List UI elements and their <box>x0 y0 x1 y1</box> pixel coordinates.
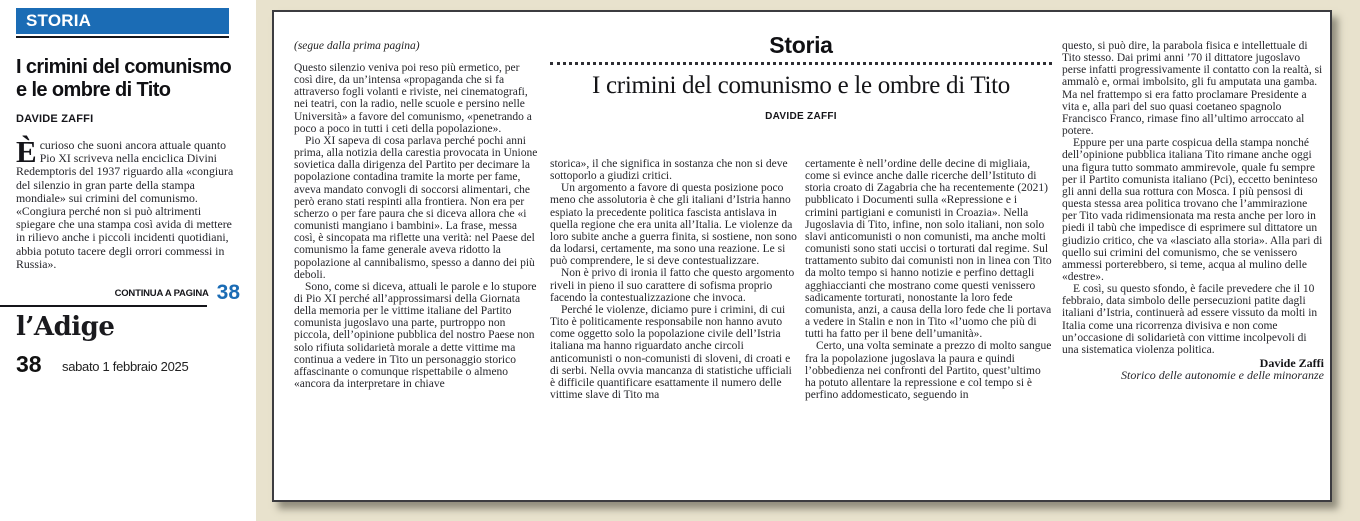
article-column-1 <box>294 62 540 390</box>
masthead-logo: l’Adige <box>16 312 115 342</box>
article-paragraph: storica», il che significa in sostanza che non si deve sottoporlo a giudizi critici. <box>550 158 788 183</box>
continuation-note: (segue dalla prima pagina) <box>294 40 420 52</box>
article-signature-role: Storico delle autonomie e delle minoranze <box>1121 368 1324 383</box>
article-signature <box>1062 357 1324 381</box>
article-signature-name: Davide Zaffi <box>1259 356 1324 371</box>
article-paragraph: Eppure per una parte cospicua della stampa nonché dell’opinione pubblica italiana Tito rimane anche oggi una figura tutto sommato ammirevole, quale fu sempre per il Partito comunista italiano (Pci), eccetto beninteso gli anni della sua rottura con Mosca. I più pensosi di questa stessa area politica trovano che l’ammirazione per Tito vada ridimensionata ma resta anche per loro in piedi il tabù che impedisce di esprimere sul dittatore un giudizio critico, che va «lasciato alla storia». Alla pari di quello sui crimini del comunismo, che se venissero ammessi porterebbero, si teme, acqua al mulino delle «destre». <box>1062 137 1323 283</box>
article-paragraph: Perché le violenze, diciamo pure i crimini, di cui Tito è politicamente responsabile non hanno avuto come oggetto solo la popolazione civile dell’Istria italiana ma hanno riguardato anche circoli anticomunisti o non-comunisti di sloveni, di croati e di serbi. Nella ovvia mancanza di statistiche ufficiali è difficile quantificare esattamente il numero delle vittime slave di Tito ma <box>550 303 792 401</box>
section-banner <box>16 8 229 34</box>
article-headline: I crimini del comunismo e le ombre di Tito <box>592 72 1010 99</box>
article-column-2 <box>550 158 797 401</box>
article-column-3 <box>805 158 1052 401</box>
section-label: STORIA <box>26 11 92 30</box>
article-paragraph: Questo silenzio veniva poi reso più ermetico, per così dire, da un’intensa «propaganda che si fa attraverso fogli volanti e riviste, nei cinematografi, nei teatri, con la radio, nelle scuole e persino nelle Università» a favore del comunismo, «penetrando a poco a poco in tutti i ceti della popolazione». <box>294 62 532 135</box>
sidebar-article-teaser <box>16 134 234 271</box>
sidebar-article-title-line1: I crimini del comunismo <box>16 56 232 78</box>
article-column-4 <box>1062 40 1324 381</box>
article-paragraph: Sono, come si diceva, attuali le parole e lo stupore di Pio XI perché all’approssimarsi della Giornata della memoria per le vittime italiane del Partito comunista jugoslavo una parte, purtroppo non piccola, dell’opinione pubblica del nostro Paese non solo rifiuta solidarietà morale a dette vittime ma continua a vedere in Tito un personaggio storico affascinante o comunque rispettabile o almeno «ancora da interpretare in chiave <box>294 280 537 391</box>
drop-cap: È <box>16 134 37 169</box>
article-paragraph: E così, su questo sfondo, è facile prevedere che il 10 febbraio, data simbolo delle persecuzioni patite dagli italiani d’Istria, continuerà ad essere vissuto da molti in Italia come una ricorrenza divisiva e non come un’occasione di solidarietà con vittime incolpevoli di una sistematica violenza politica. <box>1062 283 1318 356</box>
sidebar-byline: DAVIDE ZAFFI <box>16 113 94 125</box>
teaser-text: curioso che suoni ancora attuale quanto Pio XI scriveva nella enciclica Divini Redemptoris del 1937 riguardo alla «congiura del silenzio in gran parte della stampa mondiale» sui crimini del comunismo. «Congiura perché non si può altrimenti spiegare che una stampa così avida di mettere in rilievo anche i piccoli incidenti quotidiani, abbia potuto tacere degli orrori commessi in Russia». <box>16 138 234 271</box>
section-banner-rule <box>16 36 229 38</box>
article-box <box>272 10 1332 502</box>
article-paragraph: certamente è nell’ordine delle decine di migliaia, come si evince anche dalle ricerche dell’Istituto di storia croato di Zagabria che ha recentemente (2021) pubblicato i Documenti sulla «Repressione e i crimini partigiani e comunisti in Croazia». Nella Jugoslavia di Tito, infine, non solo italiani, non solo slavi anticomunisti o non comunisti, ma anche molti comunisti sono stati uccisi o torturati dal regime. Sul trattamento subito dai comunisti non in linea con Tito da molto tempo si hanno notizie e perfino dettagli agghiaccianti che mostrano come questi venissero sadicamente torturati, nonostante la loro fede comunista, anzi, a causa della loro fede che li portava a vedere in Stalin e non in Tito «l’uomo che più di tutti ha fatto per il bene dell’umanità». <box>805 158 1052 341</box>
sidebar-article-title-line2: e le ombre di Tito <box>16 79 171 101</box>
article-paragraph: Non è privo di ironia il fatto che questo argomento riveli in pieno il suo carattere di sofisma proprio facendo la contestualizzazione che invoca. <box>550 267 795 304</box>
front-page-sidebar <box>0 0 256 521</box>
kicker-dotted-rule <box>550 62 1052 65</box>
article-header <box>550 32 1052 122</box>
article-paragraph: Certo, una volta seminate a prezzo di molto sangue fra la popolazione jugoslava la paura e quindi l’obbedienza nei confronti del Partito, quest’ultimo ha potuto allentare la repressione e col tempo si è perfino addomesticato, seguendo in <box>805 340 1052 401</box>
article-byline: DAVIDE ZAFFI <box>765 111 837 122</box>
continua-a-pagina <box>10 281 240 305</box>
issue-date: sabato 1 febbraio 2025 <box>62 359 189 374</box>
article-paragraph: questo, si può dire, la parabola fisica e intellettuale di Tito stesso. Dai primi anni ’70 il dittatore jugoslavo perse infatti progressivamente il contatto con la realtà, si ammalò e, ormai imbolsito, gli fu amputata una gamba. Ma nel frattempo si era fatto proclamare Presidente a vita e, alla pari del suo quasi coetaneo spagnolo Francisco Franco, rimase fino all’ultimo arroccato al potere. <box>1062 40 1323 138</box>
sidebar-footer-rule <box>0 305 207 307</box>
article-paragraph: Pio XI sapeva di cosa parlava perché pochi anni prima, alla notizia della carestia provocata in Unione sovietica dalla dirigenza del Partito per decimare la popolazione contadina tramite la morte per fame, aveva mandato convogli di soccorsi alimentari, che però erano stati respinti alla frontiera. Non era per scherzo o per fare paura che si diceva allora che «i comunisti mangiano i bambini». La frase, messa così, è sincopata ma riflette una verità: nel Paese del comunismo la fame generale aveva ridotto la popolazione al cannibalismo, spesso a danno dei più deboli. <box>294 134 538 281</box>
continua-label: CONTINUA A PAGINA <box>114 288 209 299</box>
article-paragraph: Un argomento a favore di questa posizione poco meno che assolutoria è che gli italiani d’Istria hanno espiato la precedente politica fascista antislava in quella regione che era unita all’Italia. Le violenze da loro subite anche a guerra finita, si sostiene, non sono da lodarsi, certamente, ma sono una reazione. Le si può comprendere, le si deve contestualizzare. <box>550 182 797 268</box>
article-column-4-paragraphs <box>1062 40 1324 356</box>
sidebar-article-title <box>16 56 238 102</box>
article-kicker: Storia <box>769 32 833 58</box>
page-number: 38 <box>16 351 42 377</box>
continua-page-number: 38 <box>216 281 240 304</box>
